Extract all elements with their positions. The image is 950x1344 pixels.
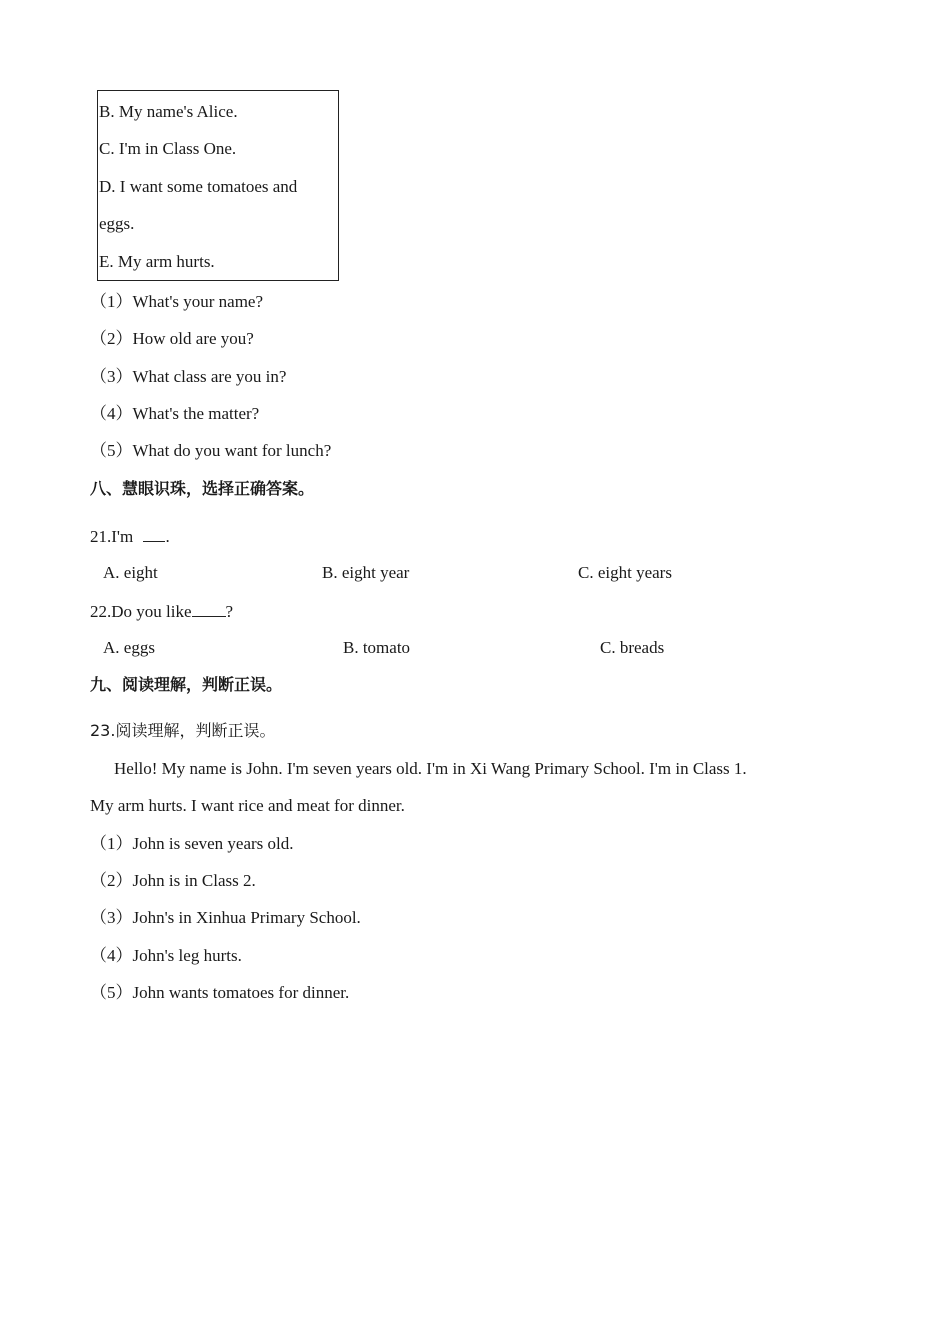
statement-5: （5）John wants tomatoes for dinner. xyxy=(90,983,350,1002)
section-8-heading: 八、慧眼识珠，选择正确答案。 xyxy=(90,479,315,498)
answer-options-box xyxy=(97,90,339,281)
option-e: E. My arm hurts. xyxy=(99,252,215,271)
statement-2: （2）John is in Class 2. xyxy=(90,871,256,890)
question-22-suffix: ? xyxy=(225,602,234,621)
question-22-prefix: 22.Do you like xyxy=(90,602,192,621)
question-21-prefix: 21.I'm xyxy=(90,527,134,546)
option-d: D. I want some tomatoes and xyxy=(99,177,298,196)
question-1: （1）What's your name? xyxy=(90,292,264,311)
q22-option-a: A. eggs xyxy=(103,638,155,657)
section-9-heading: 九、阅读理解，判断正误。 xyxy=(90,675,283,694)
answer-blank xyxy=(143,525,165,542)
question-2: （2）How old are you? xyxy=(90,329,254,348)
statement-4: （4）John's leg hurts. xyxy=(90,946,242,965)
q21-option-a: A. eight xyxy=(103,563,158,582)
q21-option-b: B. eight year xyxy=(322,563,410,582)
option-c: C. I'm in Class One. xyxy=(99,139,237,158)
passage-line-2: My arm hurts. I want rice and meat for dinner. xyxy=(90,796,405,815)
question-21-suffix: . xyxy=(165,527,170,546)
option-d-continued: eggs. xyxy=(99,214,135,233)
passage-line-1: Hello! My name is John. I'm seven years old. I'm in Xi Wang Primary School. I'm in Class 1. xyxy=(114,759,747,778)
question-3: （3）What class are you in? xyxy=(90,367,287,386)
question-5: （5）What do you want for lunch? xyxy=(90,441,332,460)
question-4: （4）What's the matter? xyxy=(90,404,260,423)
q21-option-c: C. eight years xyxy=(578,563,672,582)
question-22 xyxy=(90,600,233,623)
answer-blank xyxy=(192,600,226,617)
statement-1: （1）John is seven years old. xyxy=(90,834,294,853)
question-21 xyxy=(90,525,170,548)
option-b: B. My name's Alice. xyxy=(99,102,238,121)
q22-option-c: C. breads xyxy=(600,638,665,657)
statement-3: （3）John's in Xinhua Primary School. xyxy=(90,908,361,927)
question-23-title: 23.阅读理解，判断正误。 xyxy=(90,721,276,740)
q22-option-b: B. tomato xyxy=(343,638,411,657)
